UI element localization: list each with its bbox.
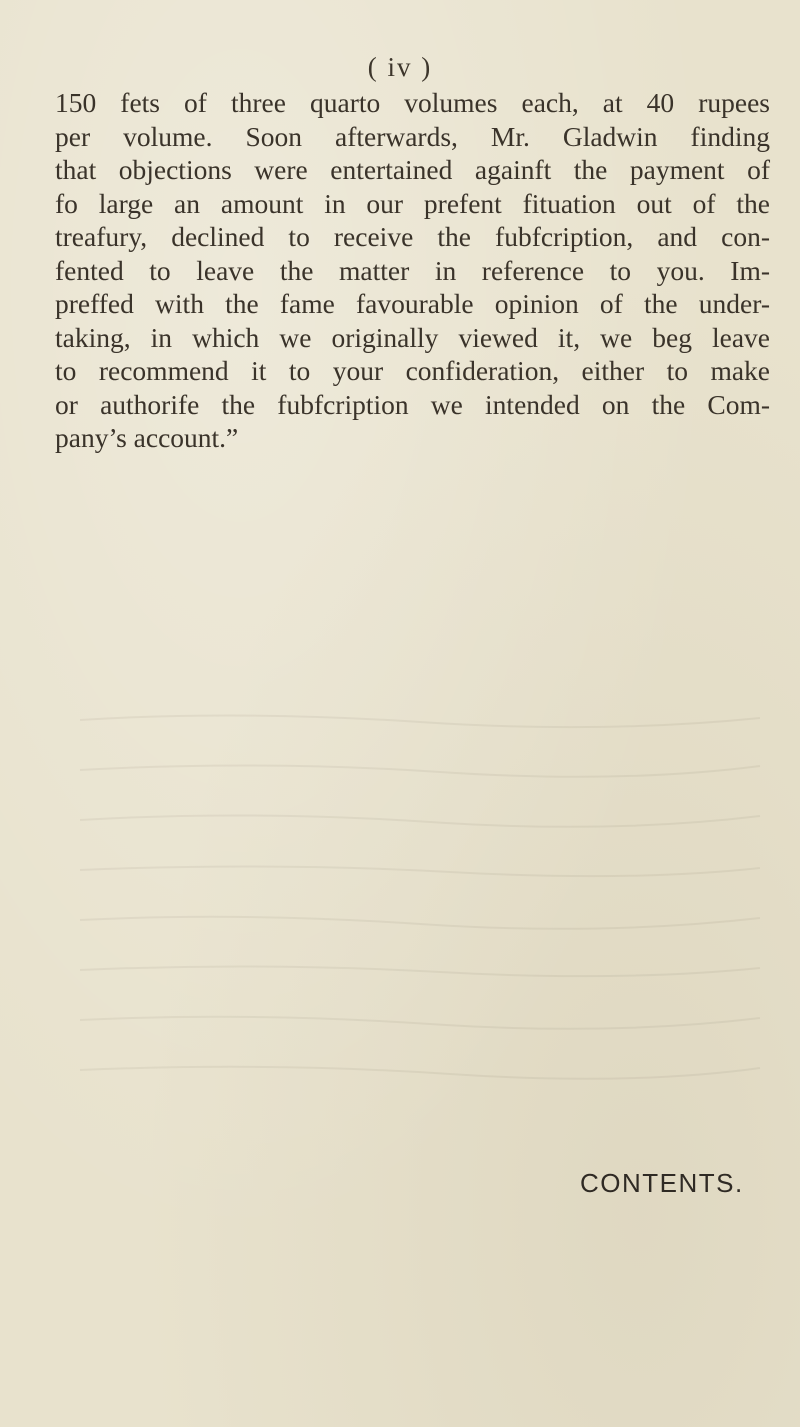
show-through-texture [60, 680, 780, 1100]
text-line: or authorife the fubfcription we intended on the Com- [55, 388, 770, 420]
text-line: fented to leave the matter in reference to you. Im- [55, 254, 770, 286]
page-number: ( iv ) [367, 52, 433, 82]
text-line: taking, in which we originally viewed it, we beg leave [55, 321, 770, 353]
text-line: preffed with the fame favourable opinion of the under- [55, 288, 770, 319]
text-line: that objections were entertained againft the payment of [55, 154, 770, 185]
text-line: treafury, declined to receive the fubfcription, and con- [55, 221, 770, 252]
text-line: per volume. Soon afterwards, Mr. Gladwin finding [55, 120, 770, 152]
catchword: CONTENTS. [580, 1168, 744, 1198]
text-line: fo large an amount in our prefent fituation out of the [55, 187, 770, 219]
text-line: pany’s account.” [55, 422, 239, 453]
text-line: to recommend it to your confideration, either to make [55, 355, 770, 386]
text-line: 150 fets of three quarto volumes each, at 40 rupees [55, 87, 770, 118]
body-paragraph [55, 86, 770, 455]
